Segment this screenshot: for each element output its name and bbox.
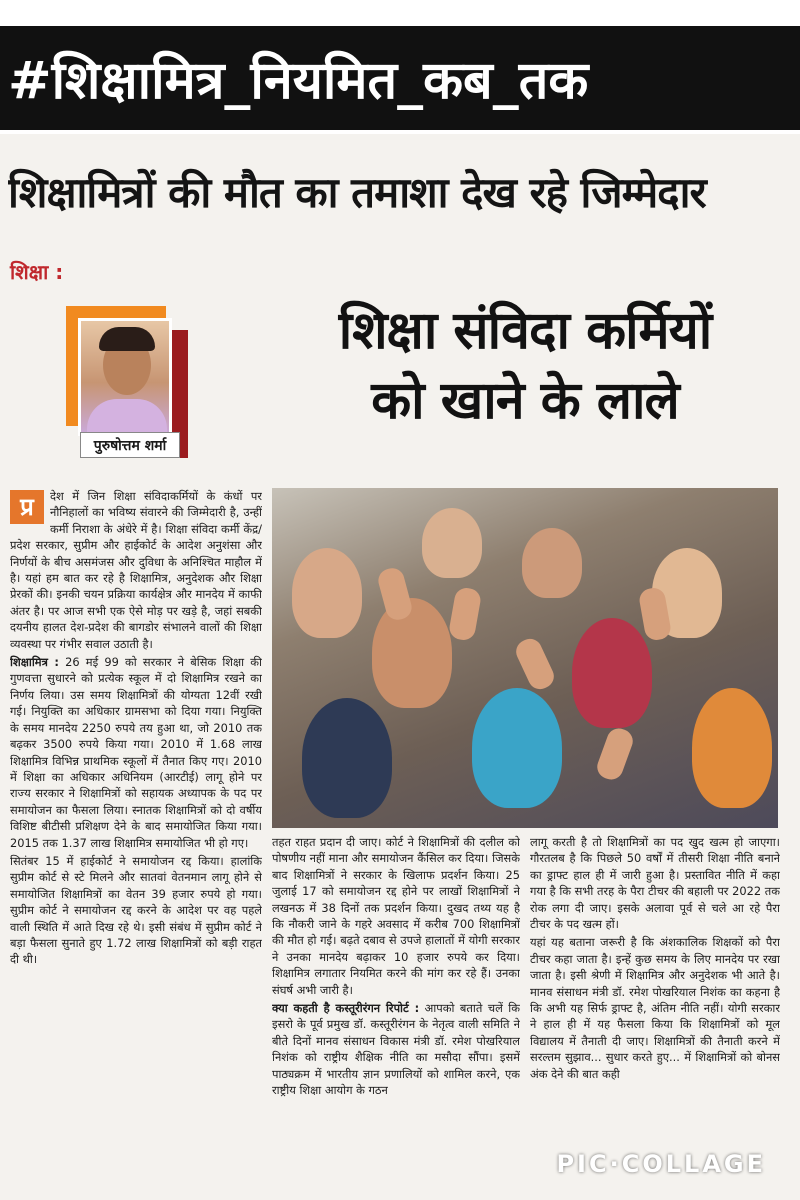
article-column-2	[272, 834, 520, 1188]
col2-p2-label: क्या कहती है कस्तूरीरंगन रिपोर्ट :	[272, 1001, 420, 1016]
raised-hand	[448, 586, 483, 642]
col3-p2: यहां यह बताना जरूरी है कि अंशकालिक शिक्षकों को पैरा टीचर कहा जाता है। इन्हें कुछ समय के लिए मानदेय पर रखा जाता है। इसी श्रेणी में शिक्षामित्र और अनुदेशक भी आते है। मानव संसाधन मंत्री डॉ. रमेश पोखरियाल निशंक का कहना है कि अभी यह सिर्फ ड्राफ्ट है, अंतिम नीति नहीं। योगी सरकार ने हाल ही में यह फैसला किया कि शिक्षामित्रों को मूल विद्यालय में तैनाती दी जाए। शिक्षामित्रों की तैनाती करने में सरल्तम सुझाव... सुधार करते हुए... में शिक्षामित्रों को बोनस अंक देने की बात कही	[530, 935, 780, 1081]
crowd-person	[522, 528, 582, 598]
raised-hand	[594, 725, 636, 783]
col2-p2: आपको बताते चलें कि इसरो के पूर्व प्रमुख डॉ. कस्तूरीरंगन के नेतृत्व वाली समिति ने बीते दिनों मानव संसाधन विकास मंत्री डॉ. रमेश पोखरियाल निशंक को राष्ट्रीय शैक्षिक नीति का मसौदा सौंपा। इसमें पाठ्यक्रम में भारतीय ज्ञान प्रणालियों को शामिल करने, एक राष्ट्रीय शिक्षा आयोग के गठन	[272, 1001, 520, 1098]
crowd-person	[422, 508, 482, 578]
crowd-person	[292, 548, 362, 638]
col2-p1: तहत राहत प्रदान दी जाए। कोर्ट ने शिक्षामित्रों की दलील को पोषणीय नहीं माना और समायोजन कैंसिल कर दिया। जिसके बाद शिक्षामित्रों ने सरकार के खिलाफ प्रदर्शन किया। 25 जुलाई 17 को समायोजन रद्द होने पर लाखों शिक्षामित्रों ने लखनऊ में 38 दिनों तक प्रदर्शन किया। दुखद तथ्य यह है कि नौकरी जाने के गहरे अवसाद में करीब 700 शिक्षामित्रों की मौत हो गई। बढ़ते दबाव से उपजे हालातों में योगी सरकार ने उनका मानदेय बढ़ाकर 10 हजार रुपये कर दिया। शिक्षामित्र लगातार नियमित करने की मांग कर रहे हैं। उनका संघर्ष अभी जारी है।	[272, 835, 520, 997]
article-column-1	[10, 488, 262, 1188]
col1-p2: 26 मई 99 को सरकार ने बेसिक शिक्षा की गुणवत्ता सुधारने को प्रत्येक स्कूल में दो शिक्षामित्र रखने का निर्णय लिया। उस समय शिक्षामित्रों की योग्यता 12वीं रखी गई। नियुक्ति का अधिकार ग्रामसभा को दिया गया। नियुक्ति के समय मानदेय 2250 रुपये तय हुआ था, जो 2010 तक बढ़कर 3500 रुपये किया गया। 2010 में 1.68 लाख शिक्षामित्र विभिन्न प्राथमिक स्कूलों में तैनात किए गए। 2010 में शिक्षा का अधिकार अधिनियम (आरटीई) लागू होने पर राज्य सरकार ने शिक्षामित्रों को सहायक अध्यापक के पद पर समायोजन का फैसला लिया। स्नातक शिक्षामित्रों को दो वर्षीय विशिष्ट बीटीसी प्रशिक्षण देने के बाद समायोजित किया गया। 2015 तक 1.37 लाख शिक्षामित्र समायोजित भी हो गए।	[10, 655, 262, 850]
author-name: पुरुषोत्तम शर्मा	[80, 432, 180, 458]
col1-p2-label: शिक्षामित्र :	[10, 655, 59, 670]
raised-hand	[376, 566, 415, 623]
subhead-line-1: शिक्षा संविदा कर्मियों	[338, 301, 712, 361]
author-shirt	[87, 399, 167, 435]
dropcap: प्र	[10, 490, 44, 524]
raised-hand	[512, 635, 558, 693]
article-subhead	[260, 296, 790, 436]
crowd-person	[302, 698, 392, 818]
hashtag-text: #शिक्षामित्र_नियमित_कब_तक	[8, 50, 589, 111]
author-photo	[78, 318, 172, 436]
article-headline: शिक्षामित्रों की मौत का तमाशा देख रहे जिम्मेदार	[8, 168, 706, 217]
crowd-person	[472, 688, 562, 808]
hashtag-banner	[0, 26, 800, 130]
col3-p1: लागू करती है तो शिक्षामित्रों का पद खुद खत्म हो जाएगा। गौरतलब है कि पिछले 50 वर्षों में तीसरी शिक्षा नीति बनाने का ड्राफ्ट हाल ही में जारी हुआ है। प्रस्तावित नीति में कहा गया है कि सभी तरह के पैरा टीचर की बहाली पर 2022 तक रोक लगा दी जाए। इसके अलावा पूर्व से चले आ रहे पैरा टीचर के पद खत्म हों।	[530, 835, 780, 932]
crowd-person	[372, 598, 452, 708]
subhead-line-2: को खाने के लाले	[371, 371, 679, 431]
col1-intro: देश में जिन शिक्षा संविदाकर्मियों के कंधों पर नौनिहालों का भविष्य संवारने की जिम्मेदारी है, उन्हीं कर्मी निराशा के अंधेरे में है। शिक्षा संविदा कर्मी केंद्र/प्रदेश सरकार, सुप्रीम और हाईकोर्ट के आदेश अनुशंसा और निर्णयों के बीच असमंजस और दुविधा के अनिश्चित माहौल में है। यहां हम बात कर रहे है शिक्षामित्र, अनुदेशक और शिक्षा प्रेरकों की। इनकी चयन प्रक्रिया कार्यक्षेत्र और मानदेय में काफी अंतर है। पर आज सभी एक ऐसे मोड़ पर खड़े है, जहां सबकी दयनीय हालत देश-प्रदेश की बागडोर संभालने वालों की शिक्षा व्यवस्था पर गंभीर सवाल उठाती है।	[10, 489, 262, 651]
crowd-person	[572, 618, 652, 728]
section-tag: शिक्षा :	[10, 260, 64, 284]
author-hair	[99, 327, 155, 351]
crowd-person	[692, 688, 772, 808]
pic-collage-watermark: PIC·COLLAGE	[556, 1150, 766, 1178]
col1-p3: सितंबर 15 में हाईकोर्ट ने समायोजन रद्द किया। हालांकि सुप्रीम कोर्ट से स्टे मिलने और सातवां वेतनमान लागू होने से समायोजित शिक्षामित्रों का वेतन 39 हजार रुपये हो गया। सुप्रीम कोर्ट ने समायोजन रद्द करने के आदेश पर वह पहले वाली स्थिति में आते दिख रहे थे। इसी संबंध में सुप्रीम कोर्ट ने बड़ा फैसला सुनाते हुए 1.72 लाख शिक्षामित्रों को बड़ी राहत दी थी।	[10, 853, 262, 967]
protest-photo	[272, 488, 778, 828]
article-column-3	[530, 834, 780, 1188]
